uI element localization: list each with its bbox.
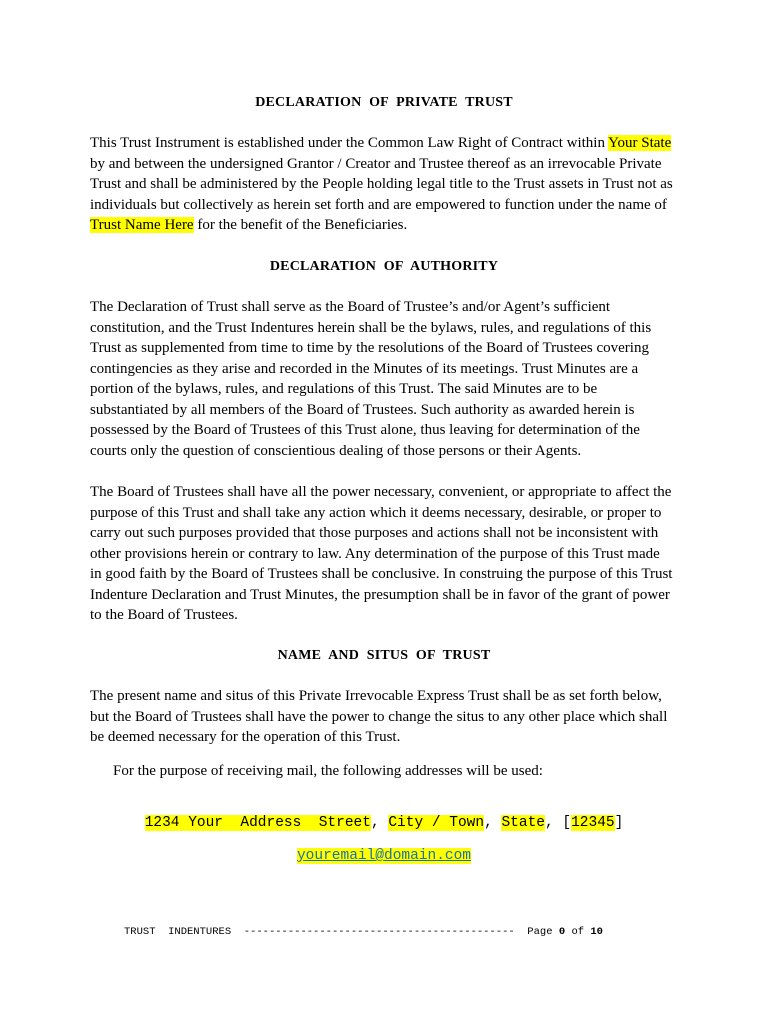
powers-line: carry out such purposes provided that those purposes and actions shall not be inconsistent with (90, 525, 659, 541)
authority-line: portion of the bylaws, rules, and regulations of this Trust. The said Minutes are to be (90, 381, 598, 397)
address-bracket: ] (614, 815, 624, 831)
authority-line: possessed by the Board of Trustees of this Trust alone, thus leaving for determination of the (90, 422, 640, 438)
powers-line: other provisions herein or contrary to law. Any determination of the purpose of this Trust made (90, 545, 660, 562)
intro-text-end: for the benefit of the Beneficiaries. (193, 217, 408, 233)
trust-name-placeholder: Trust Name Here (90, 217, 194, 233)
heading-authority: DECLARATION OF AUTHORITY (269, 259, 499, 274)
powers-line: in good faith by the Board of Trustees shall be conclusive. In construing the purpose of this Trust (90, 566, 673, 582)
situs-paragraph (90, 686, 690, 748)
footer-page-number: 0 (558, 926, 566, 938)
address-separator: , [ (544, 815, 572, 831)
situs-line: be deemed necessary for the operation of this Trust. (90, 729, 401, 745)
page-footer (124, 926, 603, 938)
street-placeholder: 1234 Your Address Street (144, 815, 371, 831)
powers-line: purpose of this Trust and shall take any action which it deems necessary, desirable, or proper to (90, 504, 662, 521)
intro-line-2: by and between the undersigned Grantor / Creator and Trustee thereof as an irrevocable Private (90, 155, 662, 172)
email-line (0, 848, 768, 864)
city-placeholder: City / Town (388, 815, 485, 831)
document-title: DECLARATION OF PRIVATE TRUST (255, 95, 513, 110)
footer-of-word: of (571, 926, 585, 938)
powers-line: to the Board of Trustees. (90, 607, 238, 623)
state-placeholder: Your State (608, 135, 672, 151)
authority-line: Trust as supplemented from time to time by the resolutions of the Board of Trustees covering (90, 340, 649, 356)
intro-paragraph (90, 133, 690, 236)
authority-paragraph (90, 297, 690, 461)
intro-text: This Trust Instrument is established under the Common Law Right of Contract within (90, 135, 609, 151)
powers-line: The Board of Trustees shall have all the power necessary, convenient, or appropriate to affect the (90, 484, 672, 500)
zip-placeholder: 12345 (571, 815, 615, 831)
email-link[interactable]: youremail@domain.com (296, 848, 472, 864)
authority-line: constitution, and the Trust Indentures herein shall be the bylaws, rules, and regulations of this (90, 319, 652, 336)
footer-dashes: ------------------------------------------- (243, 926, 515, 938)
authority-line: courts only the question of conscientious dealing of those persons or their Agents. (90, 442, 582, 459)
intro-line-4: individuals but collectively as herein set forth and are empowered to function under the name of (90, 196, 667, 213)
address-separator: , (484, 815, 502, 831)
footer-page-word: Page (527, 926, 553, 938)
footer-label: TRUST INDENTURES (124, 926, 232, 938)
authority-line: substantiated by all members of the Board of Trustees. Such authority as awarded herein is (90, 401, 635, 418)
intro-line-3: Trust and shall be administered by the People holding legal title to the Trust assets in Trust not as (90, 176, 673, 192)
authority-line: The Declaration of Trust shall serve as the Board of Trustee’s and/or Agent’s sufficient (90, 299, 611, 315)
powers-paragraph (90, 482, 690, 626)
powers-line: Indenture Declaration and Trust Minutes, the presumption shall be in favor of the grant of power (90, 586, 670, 603)
address-separator: , (370, 815, 389, 831)
situs-line: The present name and situs of this Private Irrevocable Express Trust shall be as set forth below, (90, 688, 662, 704)
situs-line: but the Board of Trustees shall have the power to change the situs to any other place which shall (90, 708, 668, 725)
heading-situs: NAME AND SITUS OF TRUST (277, 648, 491, 663)
intro-line-5 (90, 215, 690, 236)
footer-page-total: 10 (590, 926, 603, 938)
mail-intro: For the purpose of receiving mail, the following addresses will be used: (113, 763, 543, 779)
state-address-placeholder: State (501, 815, 545, 831)
authority-line: contingencies as they arise and recorded in the Minutes of its meetings. Trust Minutes are a (90, 360, 639, 377)
mailing-address (0, 815, 768, 831)
intro-line-1 (90, 133, 690, 154)
